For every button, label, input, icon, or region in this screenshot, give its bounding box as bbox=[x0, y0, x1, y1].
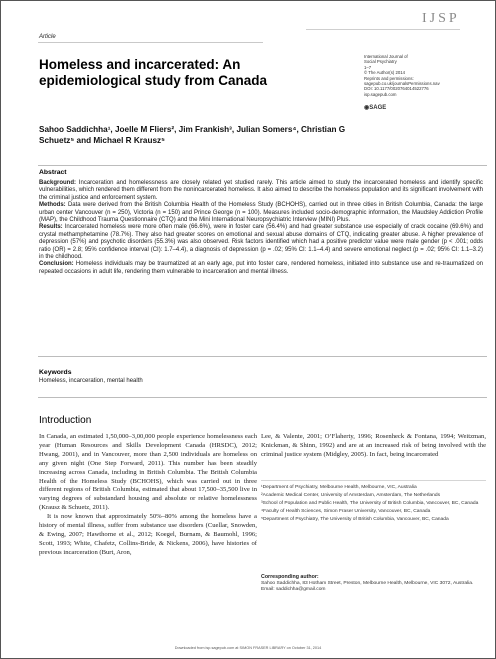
abstract-section-label: Background: bbox=[39, 180, 77, 186]
abstract-section bbox=[39, 224, 483, 261]
keywords-divider bbox=[38, 397, 487, 398]
introduction-heading: Introduction bbox=[39, 415, 92, 426]
journal-info-line: Social Psychiatry bbox=[364, 59, 397, 65]
body-paragraph: In Canada, an estimated 1,50,000–3,00,000 people experience homelessness each year (Human Resources and Skills Development Canada (HRSDC), 2012; Hwang, 2001), and in Vancouver, more than 2,500 individuals are homeless on any given night (One Step Forward, 2011). This number has been steadily increasing across Canada, including in British Columbia. The British Columbia Health of the Homeless Study (BCHOHS), which was carried out in three different regions of British Columbia, estimated that about 17,500–35,500 live in varying degrees of substandard housing and absolute or relative homelessness (Krausz & Schuetz, 2011). bbox=[39, 433, 257, 512]
article-title: Homeless and incarcerated: An epidemiological study from Canada bbox=[39, 57, 268, 88]
journal-info-line[interactable]: isp.sagepub.com bbox=[364, 91, 397, 97]
abstract-section-label: Results: bbox=[39, 224, 63, 231]
journal-info-line: International Journal of bbox=[364, 54, 408, 59]
abstract-section-text: Data were derived from the British Columbia Health of the Homeless Study (BCHOHS), carried out in three cities in British Columbia, Canada: the large urban center Vancouver (n = 250), Victoria (n = 150) and Prince George (n = 100). Measures included socio-demographic information, the Maudsley Addiction Profile (MAP), the Childhood Trauma Questionnaire (CTQ) and the Mini International Neuropsychiatric Interview (MINI) Plus. bbox=[39, 202, 483, 224]
right-column-text: Lee, & Valente, 2001; O’Flaherty, 1996; Rosenheck & Fontana, 1994; Weitzman, Knickman, & Shinn, 1992) and are at an increased risk of being involved with the criminal justice system (Midgley, 2005). In fact, being incarcerated bbox=[261, 433, 486, 458]
journal-info bbox=[364, 54, 484, 97]
affiliation-item: ⁵Department of Psychiatry, The University of British Columbia, Vancouver, BC, Canada bbox=[261, 517, 449, 522]
sage-icon: ◉ bbox=[364, 105, 370, 111]
logo-rule bbox=[306, 29, 460, 30]
affiliations-divider bbox=[261, 480, 486, 481]
abstract-heading: Abstract bbox=[39, 169, 67, 176]
abstract-section-label: Methods: bbox=[39, 202, 66, 209]
keywords-text: Homeless, incarceration, mental health bbox=[39, 378, 143, 384]
affiliations bbox=[261, 485, 486, 525]
affiliation-item: ³School of Population and Public Health, The University of British Columbia, Vancouver, BC, Canada bbox=[261, 501, 479, 506]
journal-info-line: 1–7 bbox=[364, 64, 372, 70]
abstract-section bbox=[39, 202, 483, 224]
abstract-section-text: Incarcerated homeless were more often male (66.6%), were in foster care (56.4%) and had greater substance use especially of crack cocaine (69.6%) and crystal methamphetamine (78.7%). They also had greater scores on emotional and sexual abuse domains of CTQ, indicating greater abuse. A higher prevalence of depression (57%) and psychotic disorders (55.3%) was also observed. Risk factors identified which had a positive predictor value were male gender (p < .001; odds ratio (OR) = 2.8; 95% confidence interval (CI): 1.7–4.4), a diagnosis of depression (p = .02; 95% CI: 1.1–4.4) and severe emotional neglect (p = .02; 95% CI: 1.1–3.2) in the childhood. bbox=[39, 224, 483, 261]
affiliation-item: ²Academic Medical Center, University of Amsterdam, Amsterdam, The Netherlands bbox=[261, 493, 441, 498]
journal-info-line: DOI: 10.1177/0020764014522776 bbox=[364, 86, 429, 92]
article-type-label: Article bbox=[39, 34, 56, 40]
corresponding-details bbox=[261, 581, 486, 593]
corresponding-heading: Corresponding author: bbox=[261, 574, 319, 580]
affiliation-item: ⁴Faculty of Health Sciences, Simon Fraser University, Vancouver, BC, Canada bbox=[261, 509, 431, 514]
publisher-logo bbox=[364, 104, 386, 111]
corresponding-line: Sahoo Saddichha, 83 Hotham Street, Preston, Melbourne Health, Melbourne, VIC 3072, Australia. bbox=[261, 581, 474, 586]
affiliation-item: ¹Department of Psychiatry, Melbourne Health, Melbourne, VIC, Australia bbox=[261, 485, 417, 490]
abstract-section-label: Conclusion: bbox=[39, 261, 74, 268]
abstract-section bbox=[39, 261, 483, 276]
left-column bbox=[39, 433, 257, 558]
header-divider bbox=[38, 42, 263, 43]
journal-info-line: Reprints and permissions: bbox=[364, 75, 414, 81]
abstract-section-text: Incarceration and homelessness are closely related yet studied rarely. This article aimed to study the incarcerated homeless and identify specific vulnerabilities, which rendered them different from the nonincarcerated homeless. It also aimed to describe the homeless population and its significant involvement with the criminal justice and enforcement system. bbox=[39, 180, 484, 201]
body-paragraph: It is now known that approximately 50%–80% among the homeless have a history of mental illness, suffer from substance use disorders (Cuellar, Snowden, & Ewing, 2007; Hawthorne et al., 2012; Koegel, Burnam, & Baumohl, 1996; Scott, 1993; White, Chafetz, Collins-Bride, & Nickens, 2006), have histories of previous incarceration (Burt, Aron, bbox=[39, 513, 257, 556]
corresponding-email[interactable]: Email: saddichha@gmail.com bbox=[261, 587, 326, 592]
journal-info-line: © The Author(s) 2014 bbox=[364, 70, 406, 76]
journal-logo: IJSP bbox=[422, 11, 460, 26]
publisher-name: SAGE bbox=[369, 105, 387, 111]
keywords-heading: Keywords bbox=[39, 369, 72, 376]
download-footer: Downloaded from isp.sagepub.com at SIMON FRASER LIBRARY on October 31, 2014 bbox=[174, 646, 322, 650]
abstract-section-text: Homeless individuals may be traumatized at an early age, put into foster care, rendered homeless, initiated into substance use and re-traumatized on repeated occasions in adult life, rendering them vulnerable to incarceration and mental illness. bbox=[39, 261, 483, 275]
author-list: Sahoo Saddichha¹, Joelle M Fliers², Jim Frankish³, Julian Somers⁴, Christian G Schuetz⁵ and Michael R Krausz⁵ bbox=[39, 125, 346, 145]
abstract-section bbox=[39, 180, 483, 202]
abstract-body bbox=[39, 180, 483, 276]
journal-info-line[interactable]: sagepub.co.uk/journalsPermissions.nav bbox=[364, 81, 440, 87]
